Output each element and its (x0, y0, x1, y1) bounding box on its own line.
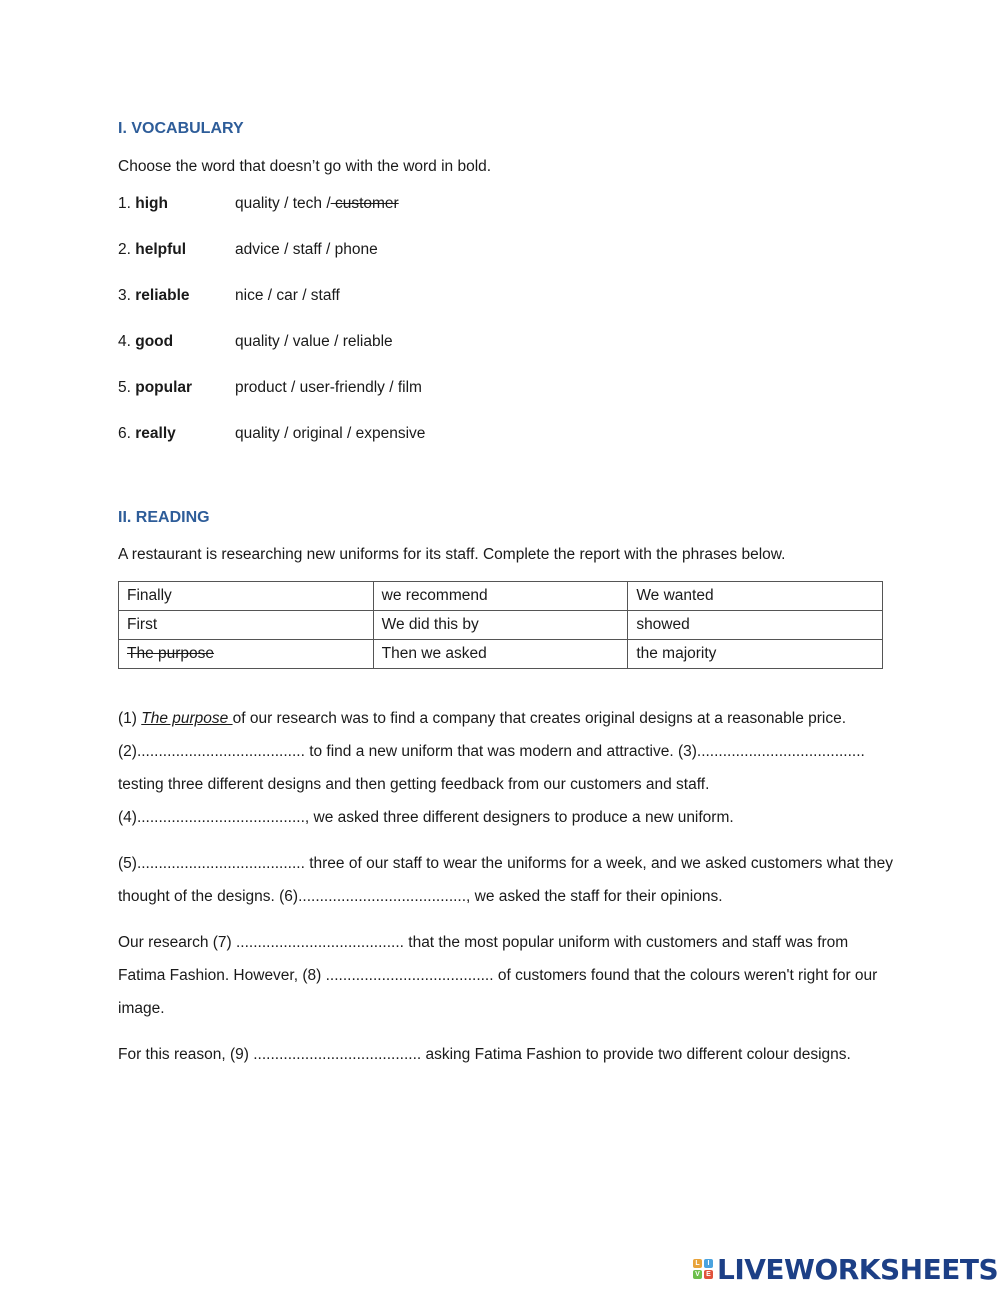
liveworksheets-logo (693, 1254, 998, 1284)
vocab-options: quality / original / expensive (235, 425, 426, 442)
report-paragraph-1: (1) The purpose of our research was to find a company that creates original designs at a reasonable price. (2)....................................... to find a new uniform that was modern and attractive. (3)....................................... testing three different designs and then getting feedback from our customers and staff. (4)......................................., we asked three different designers to produce a new uniform. (118, 710, 865, 826)
logo-text: LIVEWORKSHEETS (717, 1252, 999, 1286)
table-cell: We did this by (373, 611, 628, 640)
table-cell: Then we asked (373, 640, 628, 669)
vocab-word: 2. helpful (118, 241, 187, 258)
table-row (119, 582, 883, 611)
vocab-word: 3. reliable (118, 287, 190, 304)
table-row (119, 640, 883, 669)
logo-icon: L I V E (693, 1259, 713, 1279)
table-cell: First (119, 611, 374, 640)
vocab-options: nice / car / staff (235, 287, 340, 304)
report-paragraph-4: For this reason, (9) ....................................... asking Fatima Fashion to provide two different colour designs. (118, 1046, 851, 1063)
vocab-word: 1. high (118, 195, 168, 212)
table-cell-struck: The purpose (119, 640, 374, 669)
vocab-options: quality / tech / customer (235, 195, 399, 212)
vocab-word: 5. popular (118, 379, 193, 396)
table-cell: Finally (119, 582, 374, 611)
table-cell: We wanted (628, 582, 883, 611)
vocab-options: quality / value / reliable (235, 333, 393, 350)
example-answer: The purpose (141, 710, 233, 727)
table-row (119, 611, 883, 640)
reading-instruction: A restaurant is researching new uniforms for its staff. Complete the report with the phrases below. (118, 546, 786, 563)
report-paragraph-3: Our research (7) ....................................... that the most popular uniform with customers and staff was from Fatima Fashion. However, (8) ....................................... of customers found that the colours weren't right for our image. (118, 934, 878, 1017)
table-cell: showed (628, 611, 883, 640)
vocab-word: 4. good (118, 333, 174, 350)
table-cell: the majority (628, 640, 883, 669)
vocab-options: advice / staff / phone (235, 241, 378, 258)
phrase-table (118, 581, 883, 669)
report-paragraph-2: (5)....................................... three of our staff to wear the uniforms for a week, and we asked customers what they thought of the designs. (6)......................................., we asked the staff for their opinions. (118, 855, 894, 905)
vocab-word: 6. really (118, 425, 176, 442)
table-cell: we recommend (373, 582, 628, 611)
vocab-options: product / user-friendly / film (235, 379, 422, 396)
vocabulary-instruction: Choose the word that doesn’t go with the word in bold. (118, 158, 492, 175)
struck-option: customer (330, 195, 399, 212)
vocabulary-heading: I. VOCABULARY (118, 120, 244, 137)
reading-heading: II. READING (118, 509, 210, 526)
